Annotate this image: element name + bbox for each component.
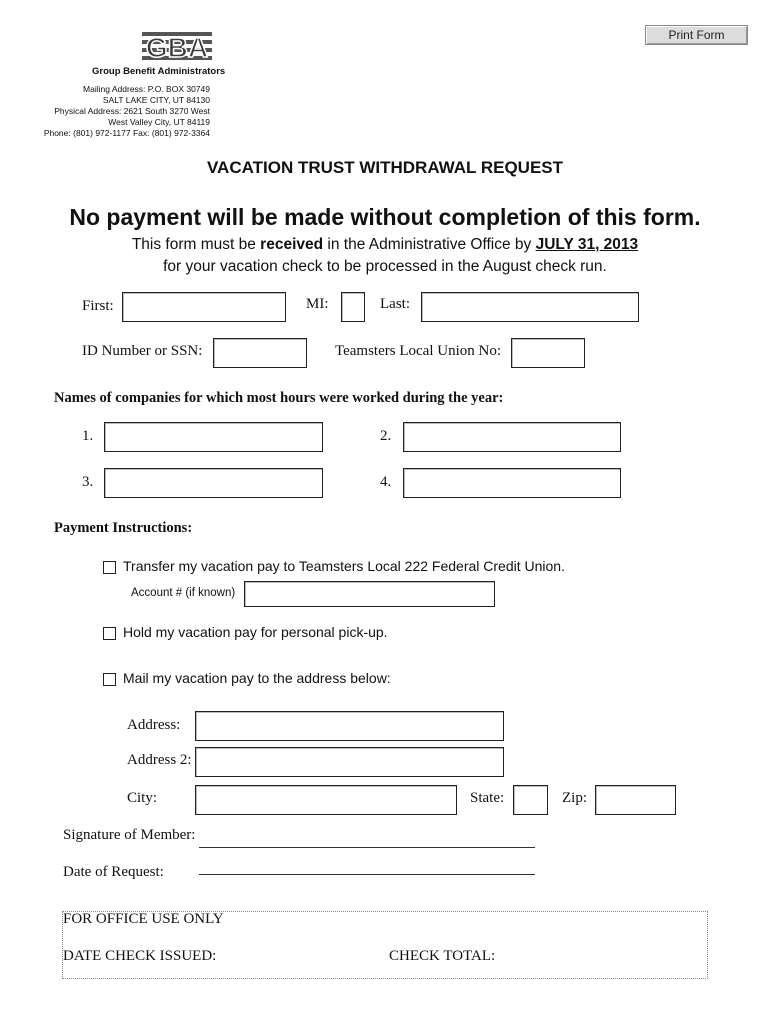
- company-3-field[interactable]: [104, 468, 323, 498]
- gba-logo: [140, 30, 218, 66]
- mail-address-checkbox[interactable]: [103, 673, 116, 686]
- org-name: Group Benefit Administrators: [92, 66, 226, 77]
- id-ssn-field[interactable]: [213, 338, 307, 368]
- address-field[interactable]: [195, 711, 504, 741]
- signature-label: Signature of Member:: [63, 827, 196, 843]
- zip-field[interactable]: [595, 785, 676, 815]
- warning-heading: No payment will be made without completion of this form.: [69, 204, 701, 230]
- company-4-label: 4.: [380, 474, 392, 490]
- physical-address: Physical Address: 2621 South 3270 West: [54, 106, 210, 116]
- local-union-label: Teamsters Local Union No:: [335, 343, 501, 359]
- company-2-label: 2.: [380, 428, 392, 444]
- date-request-line[interactable]: [199, 874, 535, 875]
- address2-field[interactable]: [195, 747, 504, 777]
- account-number-label: Account # (if known): [131, 587, 236, 599]
- physical-city: West Valley City, UT 84119: [108, 117, 210, 127]
- svg-text:GBA: GBA: [145, 32, 209, 63]
- companies-heading: Names of companies for which most hours were worked during the year:: [54, 390, 504, 406]
- hold-pickup-checkbox[interactable]: [103, 627, 116, 640]
- form-title: VACATION TRUST WITHDRAWAL REQUEST: [206, 158, 564, 177]
- transfer-credit-union-checkbox[interactable]: [103, 561, 116, 574]
- print-form-button[interactable]: Print Form: [645, 25, 748, 45]
- deadline-date: JULY 31, 2013: [535, 236, 639, 253]
- account-number-field[interactable]: [244, 581, 495, 607]
- company-3-label: 3.: [82, 474, 94, 490]
- date-check-issued-label: DATE CHECK ISSUED:: [63, 948, 217, 964]
- mailing-address: Mailing Address: P.O. BOX 30749: [83, 84, 210, 94]
- mi-label: MI:: [306, 296, 329, 312]
- company-2-field[interactable]: [403, 422, 621, 452]
- id-ssn-label: ID Number or SSN:: [82, 343, 203, 359]
- deadline-instruction: [0, 236, 770, 254]
- date-request-label: Date of Request:: [63, 864, 164, 880]
- signature-line[interactable]: [199, 847, 535, 848]
- mail-address-label: Mail my vacation pay to the address below:: [123, 670, 391, 686]
- gba-logo-mark: [140, 30, 218, 66]
- first-name-label: First:: [82, 298, 114, 314]
- company-4-field[interactable]: [403, 468, 621, 498]
- transfer-credit-union-label: Transfer my vacation pay to Teamsters Local 222 Federal Credit Union.: [123, 558, 565, 574]
- local-union-field[interactable]: [511, 338, 585, 368]
- state-label: State:: [470, 790, 505, 806]
- instr-mid: in the Administrative Office by: [323, 236, 536, 253]
- state-field[interactable]: [513, 785, 548, 815]
- phone-fax: Phone: (801) 972-1177 Fax: (801) 972-3364: [43, 128, 210, 138]
- zip-label: Zip:: [562, 790, 587, 806]
- hold-pickup-label: Hold my vacation pay for personal pick-up.: [123, 624, 388, 640]
- city-field[interactable]: [195, 785, 457, 815]
- last-name-label: Last:: [380, 296, 410, 312]
- instr-received: received: [260, 236, 324, 253]
- address-label: Address:: [127, 717, 181, 733]
- mailing-city: SALT LAKE CITY, UT 84130: [102, 95, 210, 105]
- city-label: City:: [127, 790, 158, 806]
- mi-field[interactable]: [341, 292, 365, 322]
- check-total-label: CHECK TOTAL:: [389, 948, 496, 964]
- office-use-heading: FOR OFFICE USE ONLY: [63, 911, 224, 927]
- check-run-instruction: for your vacation check to be processed in the August check run.: [163, 258, 607, 275]
- company-1-field[interactable]: [104, 422, 323, 452]
- last-name-field[interactable]: [421, 292, 639, 322]
- address2-label: Address 2:: [127, 752, 192, 768]
- first-name-field[interactable]: [122, 292, 286, 322]
- instr-pre: This form must be: [131, 236, 261, 253]
- payment-heading: Payment Instructions:: [54, 520, 193, 536]
- company-1-label: 1.: [82, 428, 94, 444]
